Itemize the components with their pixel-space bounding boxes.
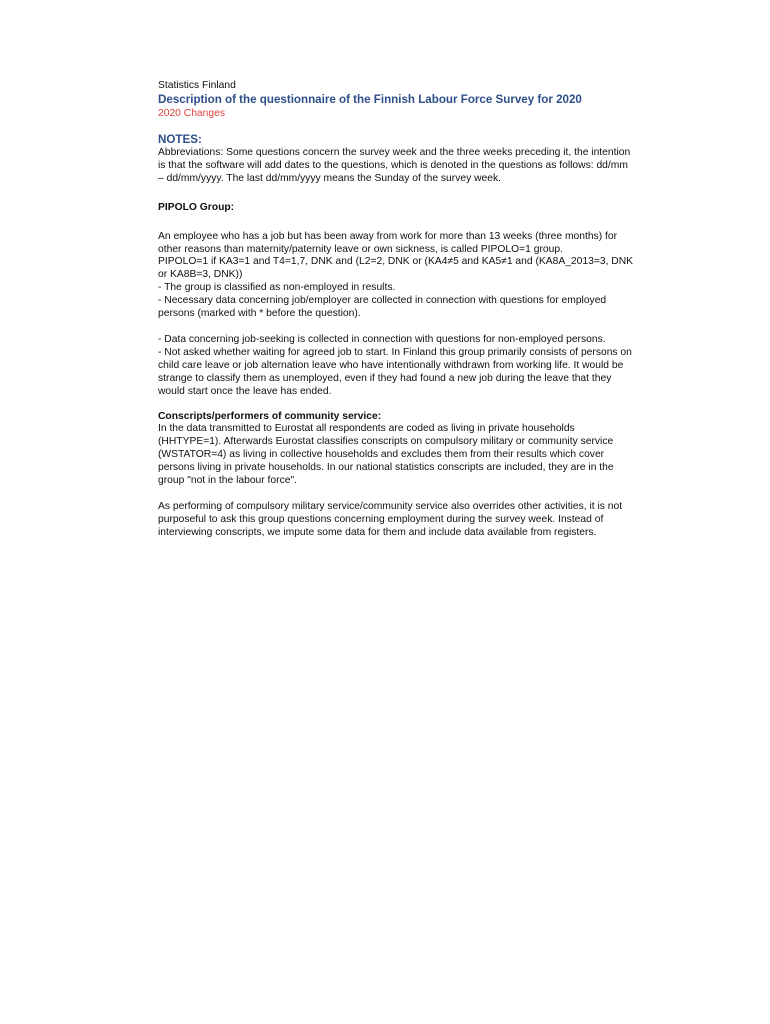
pipolo-bullet: - The group is classified as non-employed in results. bbox=[158, 282, 396, 294]
conscripts-paragraph: As performing of compulsory military service/community service also overrides other activities, it is not purposeful to ask this group questions concerning employment during the survey week. Instead of interviewing conscripts, we impute some data for them and include data available from registers. bbox=[158, 500, 623, 538]
spacer bbox=[158, 488, 634, 501]
spacer bbox=[158, 186, 634, 202]
pipolo-bullet: - Data concerning job-seeking is collected in connection with questions for non-employed persons. bbox=[158, 333, 606, 345]
spacer bbox=[158, 399, 634, 411]
abbreviations-paragraph: Abbreviations: Some questions concern the survey week and the three weeks preceding it, the intention is that the software will add dates to the questions, which is denoted in the questions as follows: dd/mm – dd/mm/yyyy. The last dd/mm/yyyy means the Sunday of the survey week. bbox=[158, 147, 631, 184]
conscripts-heading: Conscripts/performers of community service: bbox=[158, 410, 382, 422]
pipolo-bullet: - Necessary data concerning job/employer are collected in connection with questions for employed persons (marked with * before the question). bbox=[158, 295, 607, 320]
pipolo-bullet: - Not asked whether waiting for agreed job to start. In Finland this group primarily consists of persons on child care leave or job alternation leave who have intentionally withdrawn from working life. It would be strange to classify them as unemployed, even if they had found a new job during the leave that they would start once the leave has ended. bbox=[158, 346, 632, 397]
document-title: Description of the questionnaire of the Finnish Labour Force Survey for 2020 bbox=[158, 93, 582, 106]
conscripts-paragraph: In the data transmitted to Eurostat all respondents are coded as living in private households (HHTYPE=1). Afterwards Eurostat classifies conscripts on compulsory military or community service (WSTATOR=4) as living in collective households and excludes them from their results which cover persons living in private households. In our national statistics conscripts are included, they are in the group "not in the labour force". bbox=[158, 423, 614, 487]
document-subtitle: 2020 Changes bbox=[158, 108, 225, 119]
organization-name: Statistics Finland bbox=[158, 80, 236, 91]
pipolo-intro: An employee who has a job but has been away from work for more than 13 weeks (three months) for other reasons than maternity/paternity leave or own sickness, is called PIPOLO=1 group. bbox=[158, 230, 618, 255]
spacer bbox=[158, 321, 634, 334]
spacer bbox=[158, 215, 634, 231]
document-page bbox=[158, 79, 634, 540]
pipolo-condition: PIPOLO=1 if KA3=1 and T4=1,7, DNK and (L2=2, DNK or (KA4≠5 and KA5≠1 and (KA8A_2013=3, DNK or KA8B=3, DNK)) bbox=[158, 256, 634, 281]
pipolo-heading: PIPOLO Group: bbox=[158, 201, 235, 213]
notes-heading: NOTES: bbox=[158, 133, 202, 146]
